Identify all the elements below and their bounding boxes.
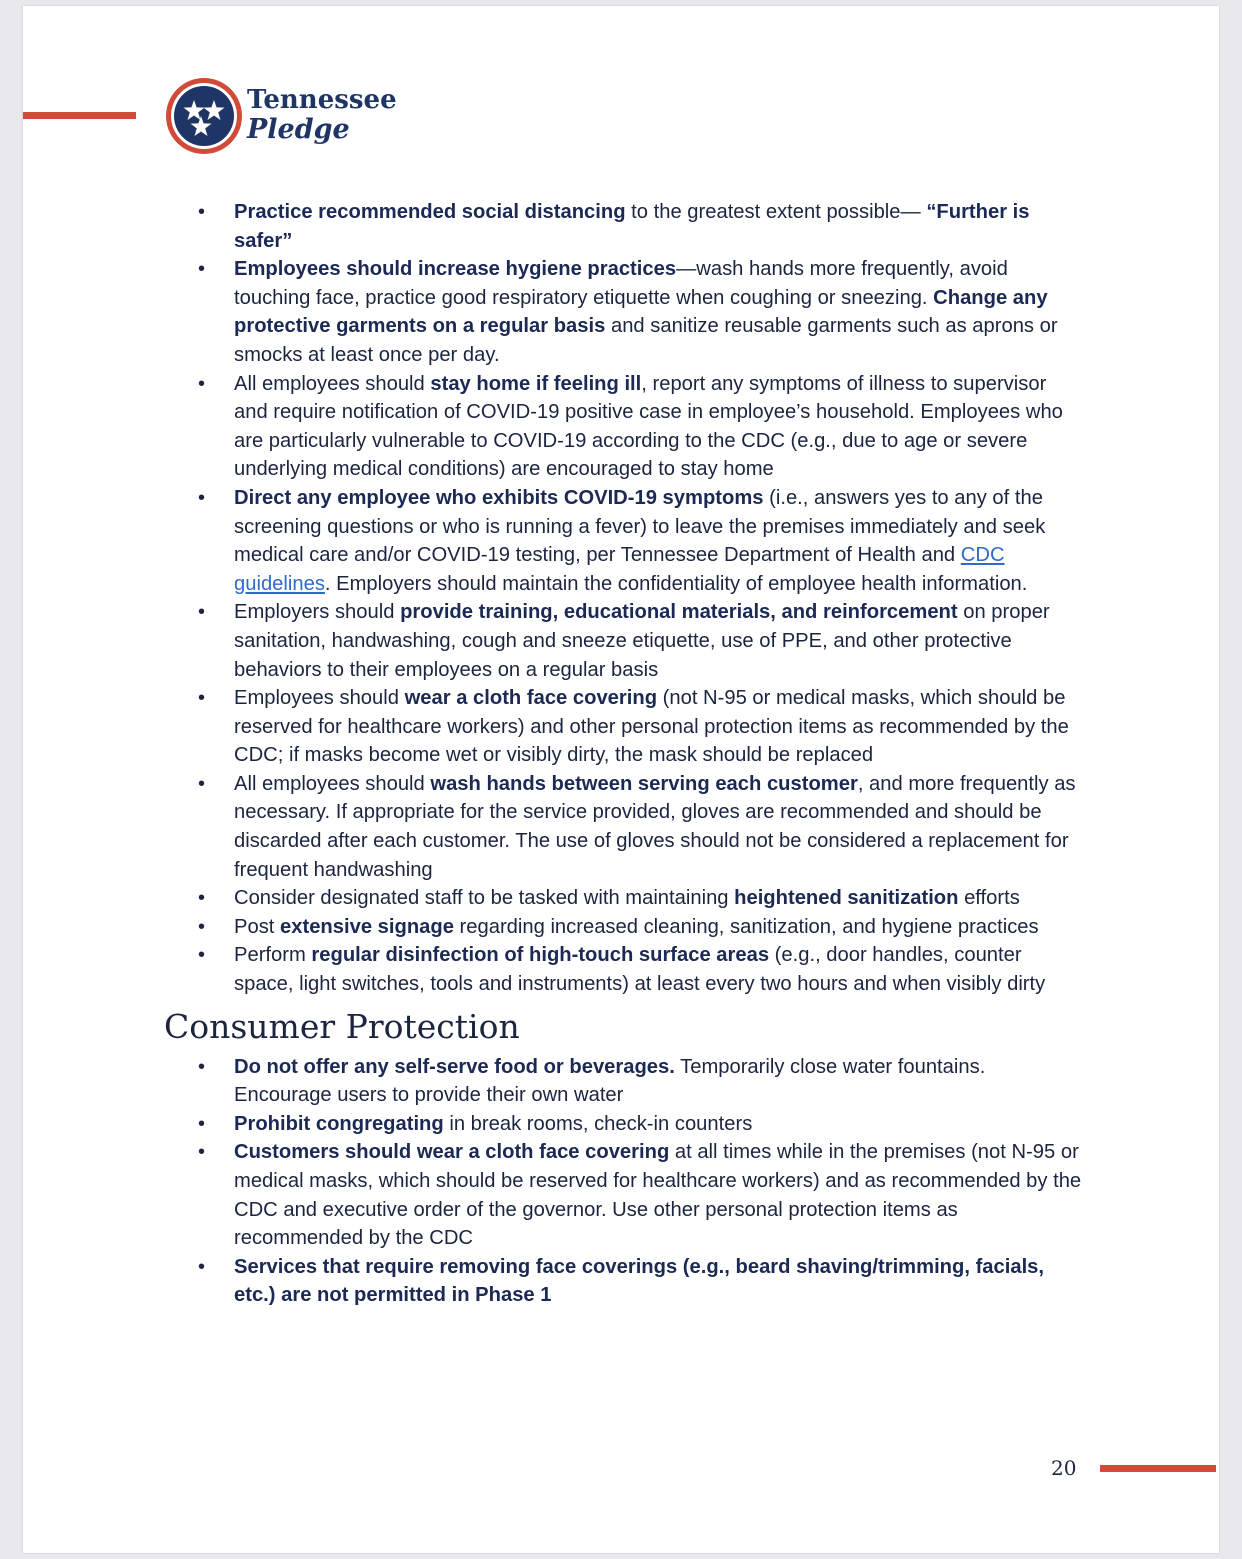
logo-wordmark bbox=[247, 86, 397, 145]
list-item: • Prohibit congregating in break rooms, check-in counters bbox=[234, 1110, 1084, 1139]
list-item: • Services that require removing face coverings (e.g., beard shaving/trimming, facials, etc.) are not permitted in Phase 1 bbox=[234, 1253, 1084, 1310]
document-body bbox=[23, 198, 1219, 1310]
list-item: • Employers should provide training, educational materials, and reinforcement on proper sanitation, handwashing, cough and sneeze etiquette, use of PPE, and other protective behaviors to their employees on a regular basis bbox=[234, 598, 1084, 684]
list-item: • Post extensive signage regarding increased cleaning, sanitization, and hygiene practices bbox=[234, 913, 1084, 942]
consumer-protection-list bbox=[23, 1053, 1219, 1310]
document-page bbox=[23, 6, 1219, 1553]
section-heading-consumer-protection: Consumer Protection bbox=[164, 1006, 520, 1046]
list-item: • Employees should increase hygiene practices—wash hands more frequently, avoid touching face, practice good respiratory etiquette when coughing or sneezing. Change any protective garments on a regular basis and sanitize reusable garments such as aprons or smocks at least once per day. bbox=[234, 255, 1084, 369]
list-item: • Customers should wear a cloth face covering at all times while in the premises (not N-95 or medical masks, which should be reserved for healthcare workers) and as recommended by the CDC and executive order of the governor. Use other personal protection items as recommended by the CDC bbox=[234, 1138, 1084, 1252]
list-item: • All employees should wash hands between serving each customer, and more frequently as necessary. If appropriate for the service provided, gloves are recommended and should be discarded after each customer. The use of gloves should not be considered a replacement for frequent handwashing bbox=[234, 770, 1084, 884]
cdc-guidelines-link[interactable]: CDC guidelines bbox=[234, 544, 1005, 595]
tennessee-tri-star-icon bbox=[164, 76, 244, 156]
list-item: • Consider designated staff to be tasked with maintaining heightened sanitization efforts bbox=[234, 884, 1084, 913]
list-item: • All employees should stay home if feeling ill, report any symptoms of illness to supervisor and require notification of COVID-19 positive case in employee’s household. Employees who are particularly vulnerable to COVID-19 according to the CDC (e.g., due to age or severe underlying medical conditions) are encouraged to stay home bbox=[234, 370, 1084, 484]
logo-line-2: Pledge bbox=[247, 114, 350, 146]
list-item: • Direct any employee who exhibits COVID-19 symptoms (i.e., answers yes to any of the screening questions or who is running a fever) to leave the premises immediately and seek medical care and/or COVID-19 testing, per Tennessee Department of Health and CDC guidelines. Employers should maintain the confidentiality of employee health information. bbox=[234, 484, 1084, 598]
page-number: 20 bbox=[1051, 1456, 1077, 1480]
list-item: • Employees should wear a cloth face covering (not N-95 or medical masks, which should be reserved for healthcare workers) and other personal protection items as recommended by the CDC; if masks become wet or visibly dirty, the mask should be replaced bbox=[234, 684, 1084, 770]
list-item: • Perform regular disinfection of high-touch surface areas (e.g., door handles, counter space, light switches, tools and instruments) at least every two hours and when visibly dirty bbox=[234, 941, 1084, 998]
list-item: • Practice recommended social distancing to the greatest extent possible— “Further is safer” bbox=[234, 198, 1084, 255]
header-accent-bar bbox=[23, 112, 136, 119]
employee-guidelines-list bbox=[23, 198, 1219, 999]
footer-accent-bar bbox=[1100, 1465, 1216, 1472]
list-item: • Do not offer any self-serve food or beverages. Temporarily close water fountains. Encourage users to provide their own water bbox=[234, 1053, 1084, 1110]
logo-line-1: Tennessee bbox=[247, 85, 397, 115]
